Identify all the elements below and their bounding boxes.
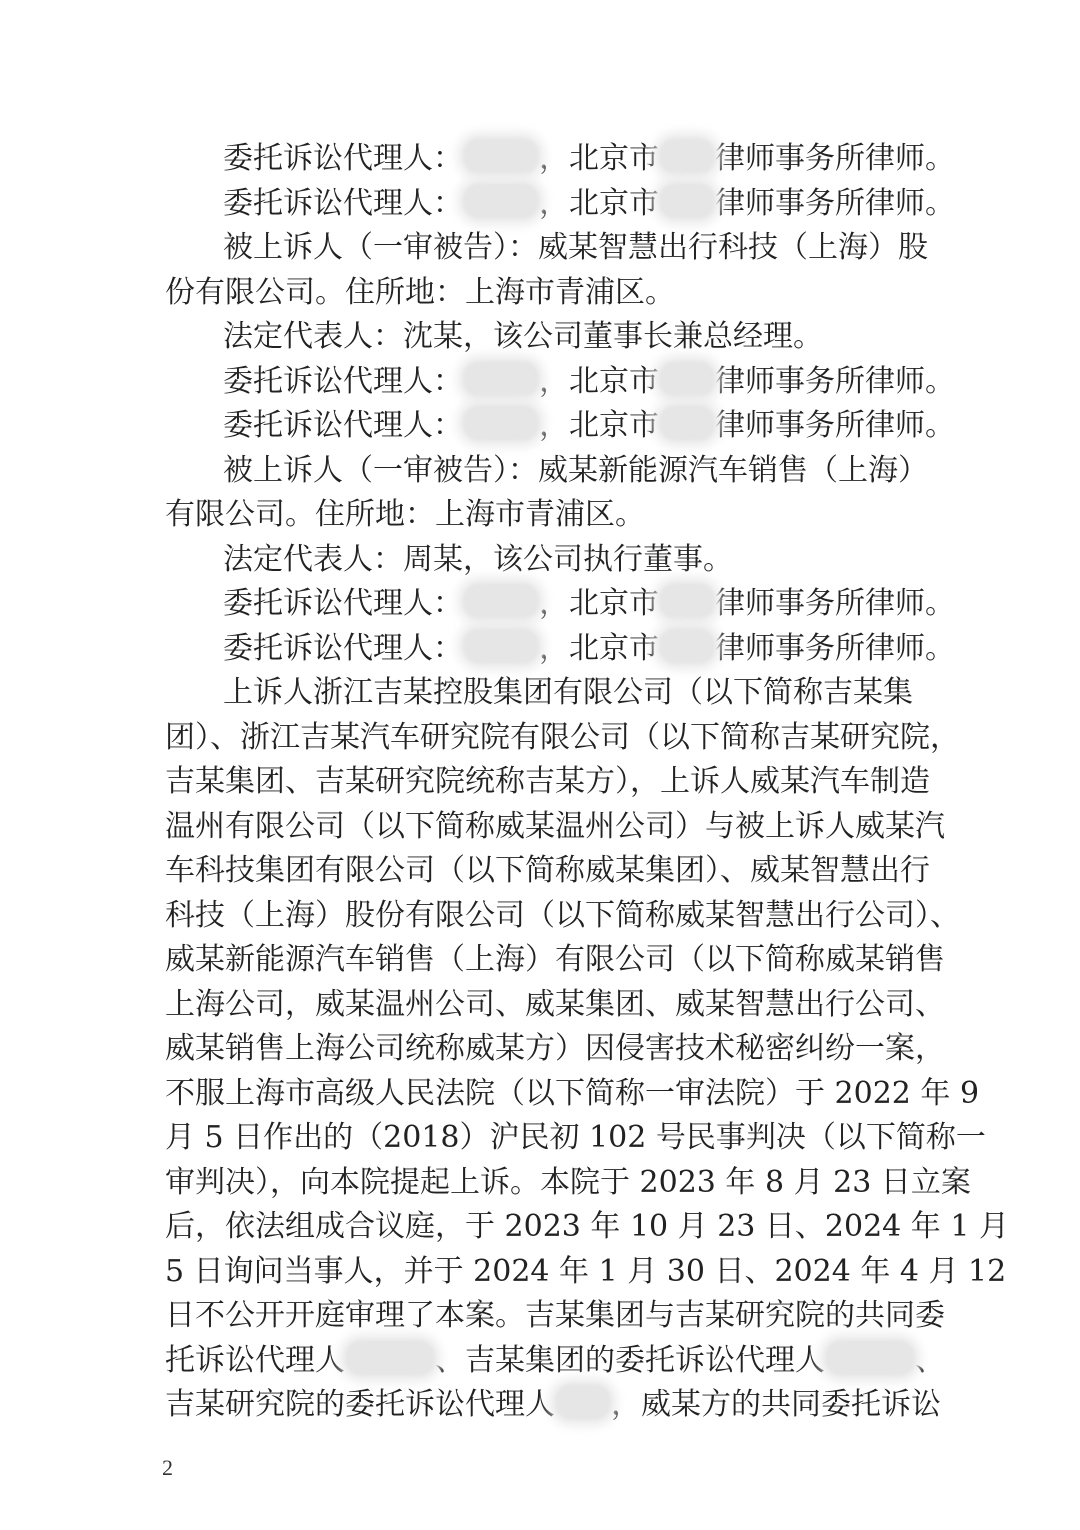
line-text: 律师事务所律师。 <box>715 408 955 443</box>
redaction-mark <box>659 405 715 441</box>
line-text: 委托诉讼代理人： <box>223 363 463 399</box>
line-text: 律师事务所律师。 <box>715 630 955 666</box>
text-line <box>165 360 955 405</box>
text-line <box>165 182 955 227</box>
line-text: ，北京市 <box>539 630 659 666</box>
redaction-mark <box>463 138 539 174</box>
redaction-mark <box>659 138 715 174</box>
line-text: 委托诉讼代理人： <box>223 630 463 666</box>
line-text: ，北京市 <box>539 408 659 443</box>
text-line <box>165 404 955 449</box>
line-text: 、 <box>915 1342 945 1378</box>
line-text: ，北京市 <box>539 363 659 399</box>
redaction-mark <box>463 183 539 219</box>
line-text: ，北京市 <box>539 185 659 221</box>
line-text: ，北京市 <box>539 141 659 176</box>
line-text: 、吉某集团的委托诉讼代理人 <box>435 1342 825 1378</box>
redaction-mark <box>555 1384 611 1420</box>
page-number: 2 <box>162 1455 173 1480</box>
text-line <box>165 582 955 627</box>
text-line: 吉某集团、吉某研究院统称吉某方），上诉人威某汽车制造 <box>165 764 930 799</box>
line-text: 委托诉讼代理人： <box>223 141 463 176</box>
redaction-mark <box>463 361 539 397</box>
redaction-mark <box>659 628 715 664</box>
text-line <box>165 1339 945 1384</box>
redaction-mark <box>659 583 715 619</box>
text-line <box>165 1383 941 1428</box>
redaction-mark <box>463 583 539 619</box>
line-text: 律师事务所律师。 <box>715 185 955 221</box>
text-line: 5 日询问当事人，并于 2024 年 1 月 30 日、2024 年 4 月 12 <box>165 1253 1007 1289</box>
text-line: 被上诉人（一审被告）：威某智慧出行科技（上海）股 <box>223 230 928 265</box>
redaction-mark <box>825 1340 915 1376</box>
line-text: ，威某方的共同委托诉讼 <box>611 1387 941 1422</box>
text-line: 车科技集团有限公司（以下简称威某集团）、威某智慧出行 <box>165 853 930 888</box>
text-line: 法定代表人：周某，该公司执行董事。 <box>223 541 733 577</box>
redaction-mark <box>659 183 715 219</box>
text-line: 团）、浙江吉某汽车研究院有限公司（以下简称吉某研究院， <box>165 719 960 755</box>
text-line: 份有限公司。住所地：上海市青浦区。 <box>165 274 675 310</box>
line-text: 委托诉讼代理人： <box>223 408 463 443</box>
line-text: 律师事务所律师。 <box>715 141 955 176</box>
text-line: 威某新能源汽车销售（上海）有限公司（以下简称威某销售 <box>165 942 945 977</box>
text-line <box>165 627 955 672</box>
text-line: 不服上海市高级人民法院（以下简称一审法院）于 2022 年 9 <box>165 1075 980 1111</box>
text-line: 日不公开开庭审理了本案。吉某集团与吉某研究院的共同委 <box>165 1298 945 1333</box>
text-line: 科技（上海）股份有限公司（以下简称威某智慧出行公司）、 <box>165 897 960 933</box>
text-line: 被上诉人（一审被告）：威某新能源汽车销售（上海） <box>223 452 928 488</box>
line-text: 律师事务所律师。 <box>715 586 955 621</box>
text-line: 温州有限公司（以下简称威某温州公司）与被上诉人威某汽 <box>165 808 945 844</box>
text-line: 后，依法组成合议庭，于 2023 年 10 月 23 日、2024 年 1 月 <box>165 1209 1009 1244</box>
redaction-mark <box>463 405 539 441</box>
line-text: ，北京市 <box>539 586 659 621</box>
text-line: 月 5 日作出的（2018）沪民初 102 号民事判决（以下简称一 <box>165 1120 986 1155</box>
text-line: 上海公司，威某温州公司、威某集团、威某智慧出行公司、 <box>165 986 945 1022</box>
line-text: 委托诉讼代理人： <box>223 586 463 621</box>
text-line: 有限公司。住所地：上海市青浦区。 <box>165 497 645 532</box>
redaction-mark <box>463 628 539 664</box>
text-line: 上诉人浙江吉某控股集团有限公司（以下简称吉某集 <box>223 675 913 710</box>
text-line: 法定代表人：沈某，该公司董事长兼总经理。 <box>223 319 823 354</box>
line-text: 吉某研究院的委托诉讼代理人 <box>165 1387 555 1422</box>
document-body <box>165 137 1009 1428</box>
line-text: 律师事务所律师。 <box>715 363 955 399</box>
redaction-mark <box>659 361 715 397</box>
redaction-mark <box>345 1340 435 1376</box>
line-text: 托诉讼代理人 <box>165 1342 345 1378</box>
line-text: 委托诉讼代理人： <box>223 185 463 221</box>
text-line: 审判决），向本院提起上诉。本院于 2023 年 8 月 23 日立案 <box>165 1164 971 1200</box>
text-line: 威某销售上海公司统称威某方）因侵害技术秘密纠纷一案， <box>165 1031 945 1066</box>
text-line <box>165 137 955 182</box>
